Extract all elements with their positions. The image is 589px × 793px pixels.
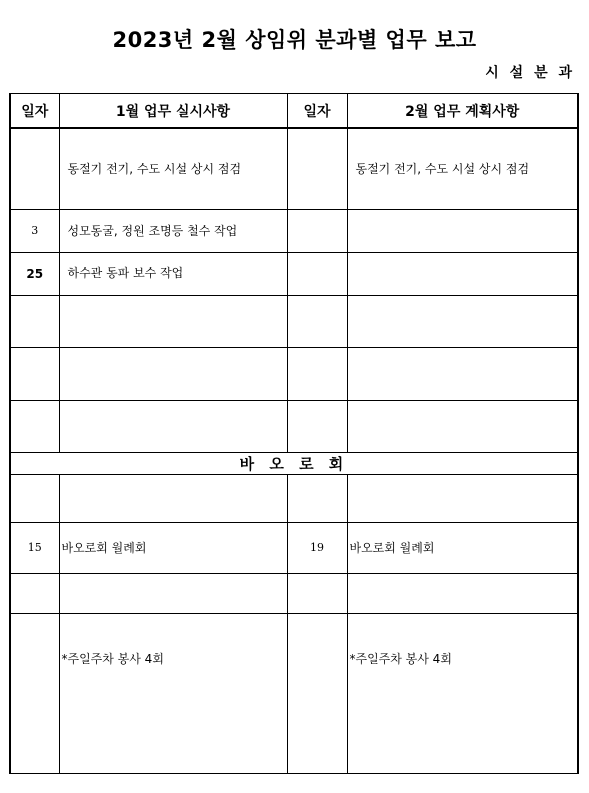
header-date-1: 일자: [10, 94, 59, 129]
table-row: [10, 347, 578, 400]
row-date-jan: [10, 613, 59, 773]
row-date-feb: [287, 209, 347, 252]
header-feb-plans: 2월 업무 계획사항: [347, 94, 578, 129]
row-task-jan: 성모동굴, 정원 조명등 철수 작업: [59, 209, 287, 252]
table-row: [10, 573, 578, 613]
table-header-row: [10, 94, 578, 129]
row-task-feb: *주일주차 봉사 4회: [347, 613, 578, 773]
section-title: 바 오 로 회: [10, 452, 578, 474]
row-task-jan: [59, 474, 287, 522]
table-row: [10, 128, 578, 209]
row-date-feb: [287, 573, 347, 613]
header-jan-tasks: 1월 업무 실시사항: [59, 94, 287, 129]
row-date-jan: 25: [10, 252, 59, 295]
row-task-jan: 하수관 동파 보수 작업: [59, 252, 287, 295]
row-task-jan: [59, 347, 287, 400]
row-task-jan: [59, 400, 287, 452]
row-date-feb: [287, 613, 347, 773]
row-task-feb: [347, 347, 578, 400]
row-date-jan: [10, 400, 59, 452]
row-task-feb: [347, 400, 578, 452]
table-row: [10, 613, 578, 773]
row-task-feb: [347, 474, 578, 522]
row-task-feb: 동절기 전기, 수도 시설 상시 점검: [347, 128, 578, 209]
row-date-jan: [10, 295, 59, 347]
row-date-jan: 15: [10, 522, 59, 573]
section-row: [10, 452, 578, 474]
row-date-jan: [10, 128, 59, 209]
row-task-jan: 바오로회 월례회: [59, 522, 287, 573]
row-date-feb: [287, 474, 347, 522]
table-row: [10, 252, 578, 295]
row-task-feb: [347, 252, 578, 295]
row-date-feb: [287, 400, 347, 452]
row-date-jan: [10, 474, 59, 522]
table-row: [10, 474, 578, 522]
row-date-jan: [10, 347, 59, 400]
row-date-feb: 19: [287, 522, 347, 573]
row-task-feb: [347, 573, 578, 613]
row-date-feb: [287, 128, 347, 209]
row-date-jan: 3: [10, 209, 59, 252]
row-date-feb: [287, 252, 347, 295]
row-task-jan: [59, 295, 287, 347]
department-label: 시 설 분 과: [485, 65, 575, 81]
table-row: [10, 522, 578, 573]
row-task-jan: [59, 573, 287, 613]
table-row: [10, 295, 578, 347]
table-row: [10, 209, 578, 252]
row-task-feb: [347, 295, 578, 347]
row-date-feb: [287, 347, 347, 400]
row-date-jan: [10, 573, 59, 613]
row-task-jan: 동절기 전기, 수도 시설 상시 점검: [59, 128, 287, 209]
table-row: [10, 400, 578, 452]
header-date-2: 일자: [287, 94, 347, 129]
row-task-jan: *주일주차 봉사 4회: [59, 613, 287, 773]
report-table: [9, 93, 579, 774]
page-title: 2023년 2월 상임위 분과별 업무 보고: [112, 28, 477, 52]
row-task-feb: [347, 209, 578, 252]
row-task-feb: 바오로회 월례회: [347, 522, 578, 573]
row-date-feb: [287, 295, 347, 347]
